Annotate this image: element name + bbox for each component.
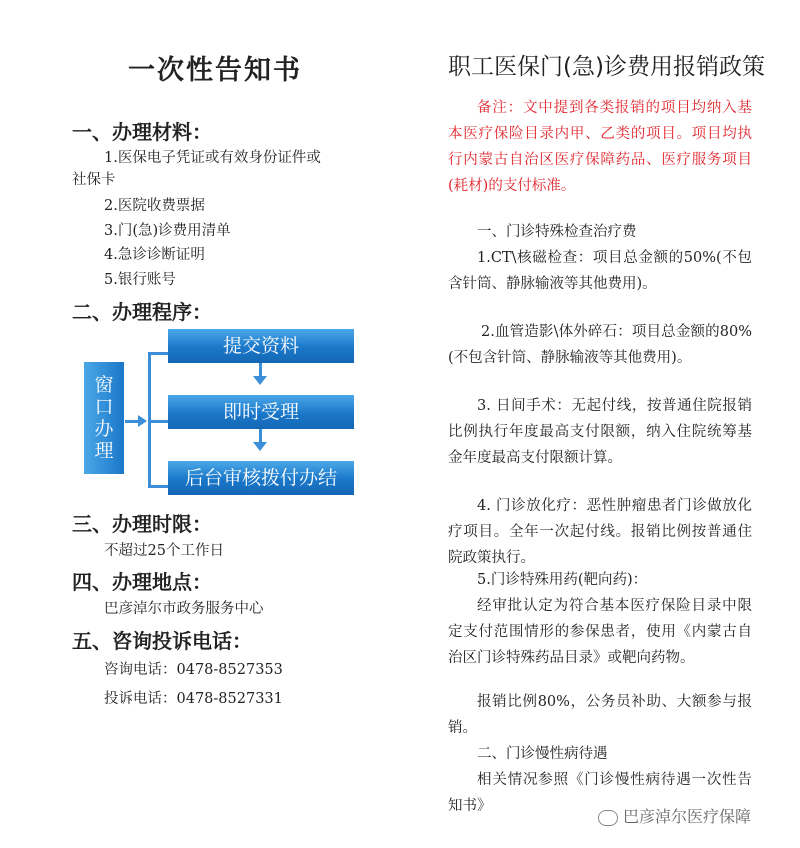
- materials-heading: 一、办理材料：: [72, 120, 212, 144]
- location-text: 巴彦淖尔市政务服务中心: [104, 601, 264, 617]
- watermark-text: 巴彦淖尔医疗保障: [623, 807, 752, 826]
- window-box: [84, 362, 124, 474]
- material-item: 4.急诊诊断证明: [104, 247, 205, 263]
- complaint-phone: 投诉电话：0478-8527331: [104, 691, 283, 707]
- policy-note: 备注：文中提到各类报销的项目均纳入基本医疗保险目录内甲、乙类的项目。项目均执行内蒙古自治区医疗保障药品、医疗服务项目(耗材)的支付标准。: [448, 100, 752, 194]
- item-special-drug-text: 经审批认定为符合基本医疗保险目录中限定支付范围情形的参保患者，使用《内蒙古自治区门诊特殊药品目录》或靶向药物。: [448, 598, 752, 666]
- time-text: 不超过25个工作日: [104, 543, 224, 559]
- time-heading: 三、办理时限：: [72, 512, 212, 536]
- material-item: 社保卡: [72, 172, 116, 188]
- material-item: 2.医院收费票据: [104, 198, 205, 214]
- material-item: 3.门(急)诊费用清单: [104, 223, 231, 239]
- item-special-drug-title: 5.门诊特殊用药(靶向药)：: [477, 572, 648, 588]
- item-ct: 1.CT\核磁检查：项目总金额的50%(不包含针筒、静脉输液等其他费用)。: [448, 250, 752, 292]
- right-title: 职工医保门(急)诊费用报销政策: [448, 54, 765, 80]
- section1-heading: 一、门诊特殊检查治疗费: [477, 224, 637, 240]
- item-special-drug-ratio: 报销比例80%，公务员补助、大额参与报销。: [448, 694, 752, 736]
- material-item: 5.银行账号: [104, 272, 176, 288]
- step-submit: 提交资料: [168, 329, 354, 363]
- connector: [148, 485, 168, 488]
- location-heading: 四、办理地点：: [72, 570, 212, 594]
- connector: [148, 352, 168, 355]
- item-angiography: 2.血管造影\体外碎石：项目总金额的80%(不包含针筒、静脉输液等其他费用)。: [448, 324, 752, 366]
- procedure-heading: 二、办理程序：: [72, 300, 212, 324]
- section2-text: 相关情况参照《门诊慢性病待遇一次性告知书》: [448, 772, 752, 814]
- connector: [259, 429, 262, 443]
- connector: [259, 363, 262, 377]
- item-chemo: 4. 门诊放化疗：恶性肿瘤患者门诊做放化疗项目。全年一次起付线。报销比例按普通住院政策执行。: [448, 498, 752, 566]
- wechat-icon: [598, 810, 618, 826]
- item-day-surgery: 3. 日间手术：无起付线，按普通住院报销比例执行年度最高支付限额，纳入住院统筹基金年度最高支付限额计算。: [448, 398, 752, 466]
- connector: [148, 420, 168, 423]
- left-title: 一次性告知书: [128, 55, 302, 86]
- watermark: [598, 804, 751, 827]
- arrow-down-icon: [253, 442, 267, 451]
- step-review: 后台审核拨付办结: [168, 461, 354, 495]
- contact-heading: 五、咨询投诉电话：: [72, 629, 252, 653]
- arrow-down-icon: [253, 376, 267, 385]
- step-accept: 即时受理: [168, 395, 354, 429]
- arrow-right-icon: [138, 415, 147, 427]
- material-item: 1.医保电子凭证或有效身份证件或: [104, 150, 321, 166]
- window-label: 窗口办理: [94, 374, 114, 462]
- section2-heading: 二、门诊慢性病待遇: [477, 746, 608, 762]
- consult-phone: 咨询电话：0478-8527353: [104, 662, 283, 678]
